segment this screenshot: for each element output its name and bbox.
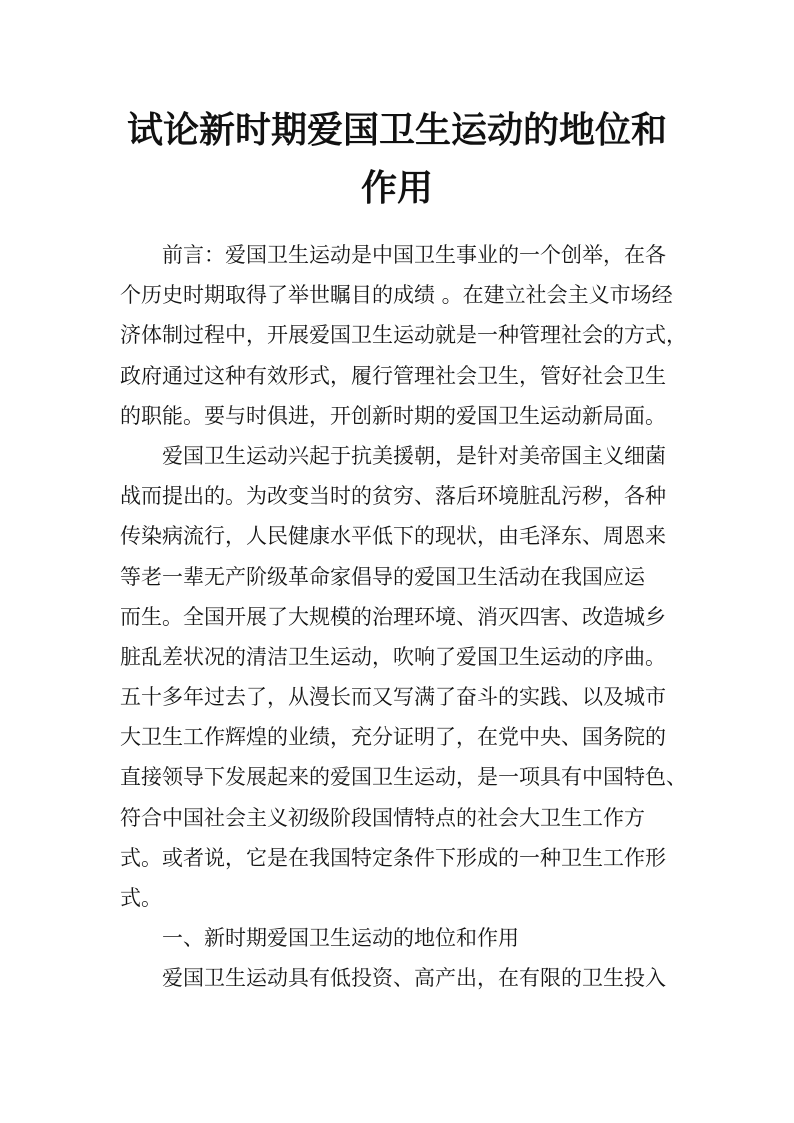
paragraph-line: 等老一辈无产阶级革命家倡导的爱国卫生活动在我国应运: [120, 564, 645, 589]
paragraph-line: 式。: [120, 886, 162, 910]
paragraph-line: 式。或者说，它是在我国特定条件下形成的一种卫生工作形: [120, 845, 666, 870]
preface-line: 的职能。要与时俱进，开创新时期的爱国卫生运动新局面。: [120, 403, 666, 428]
paragraph-line: 而生。全国开展了大规模的治理环境、消灭四害、改造城乡: [120, 604, 666, 629]
document-title-line-2: 作用: [360, 167, 433, 209]
document-body: [120, 235, 687, 999]
document-title-line-1: 试论新时期爱国卫生运动的地位和: [126, 109, 667, 151]
preface-line: 前言：爱国卫生运动是中国卫生事业的一个创举，在各: [162, 243, 666, 267]
paragraph-line: 大卫生工作辉煌的业绩，充分证明了，在党中央、国务院的: [120, 725, 666, 750]
paragraph-line: 爱国卫生运动具有低投资、高产出，在有限的卫生投入: [162, 966, 666, 991]
paragraph-line: 直接领导下发展起来的爱国卫生运动，是一项具有中国特色、: [120, 765, 687, 790]
preface-line: 政府通过这种有效形式，履行管理社会卫生，管好社会卫生: [120, 363, 666, 388]
section-heading: 一、新时期爱国卫生运动的地位和作用: [162, 926, 519, 951]
paragraph-line: 爱国卫生运动兴起于抗美援朝，是针对美帝国主义细菌: [162, 443, 666, 468]
paragraph-line: 符合中国社会主义初级阶段国情特点的社会大卫生工作方: [120, 805, 645, 830]
preface-line: 济体制过程中，开展爱国卫生运动就是一种管理社会的方式，: [120, 323, 687, 348]
paragraph-line: 五十多年过去了，从漫长而又写满了奋斗的实践、以及城市: [120, 685, 666, 710]
paragraph-line: 战而提出的。为改变当时的贫穷、落后环境脏乱污秽，各种: [120, 484, 666, 509]
preface-line: 个历史时期取得了举世瞩目的成绩 。在建立社会主义市场经: [120, 283, 673, 308]
paragraph-line: 脏乱差状况的清洁卫生运动，吹响了爱国卫生运动的序曲。: [120, 644, 666, 669]
paragraph-line: 传染病流行，人民健康水平低下的现状，由毛泽东、周恩来: [120, 524, 666, 549]
